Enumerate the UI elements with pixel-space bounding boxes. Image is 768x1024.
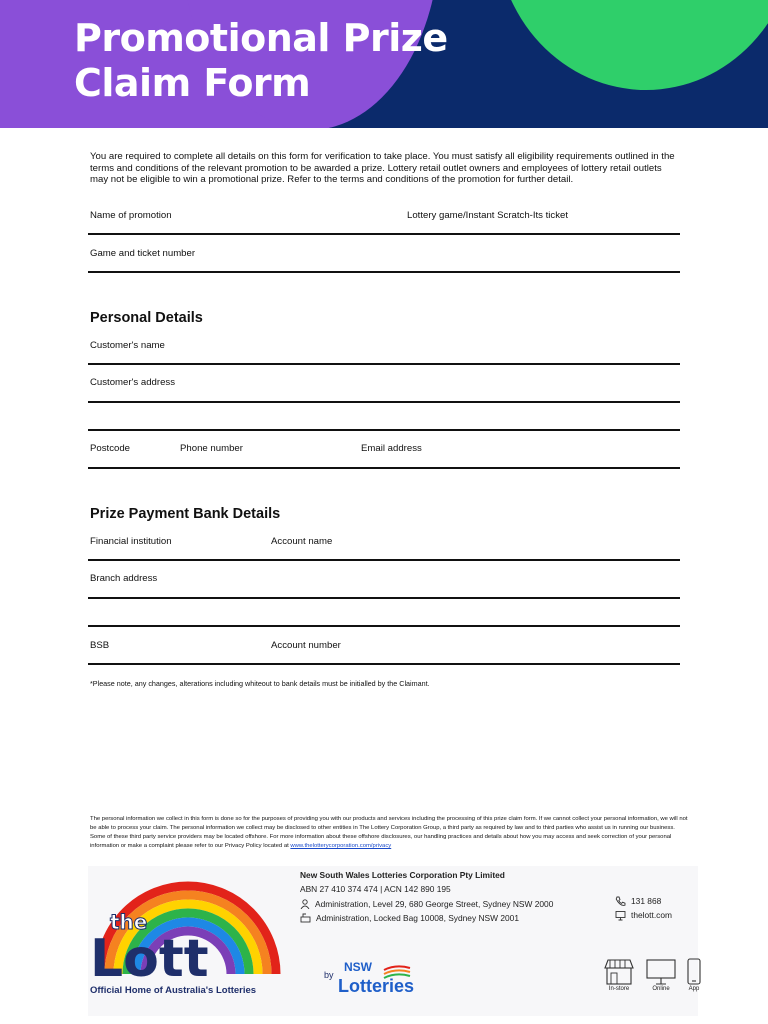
by-text: by	[324, 970, 334, 980]
channel-icons	[602, 958, 702, 992]
account-number-line[interactable]	[88, 663, 680, 665]
phone-text: 131 868	[631, 896, 662, 906]
mailbox-icon	[300, 913, 311, 923]
intro-text: You are required to complete all details on this form for verification to take place. You must satisfy all eligibility requirements outlined in the terms and conditions of the relevant promotion to be awarded a prize. Lottery retail outlet owners and employees of lottery retail outlets may not be eligible to win a promotional prize. Refer to the terms and conditions of the promotion for further detail.	[90, 151, 675, 186]
privacy-link[interactable]: www.thelotterycorporation.com/privacy	[290, 843, 392, 850]
header-banner	[0, 0, 768, 128]
address-1-text: Administration, Level 29, 680 George Street, Sydney NSW 2000	[315, 898, 554, 909]
lottery-game-label: Lottery game/Instant Scratch-Its ticket	[407, 210, 569, 221]
the-lott-logo	[88, 874, 288, 1002]
customer-address-line-2[interactable]	[88, 429, 680, 431]
customer-name-label: Customer's name	[90, 340, 165, 351]
nsw-text: NSW	[344, 960, 372, 974]
privacy-text: The personal information we collect in this form is done so for the purposes of providing you with our products and services including the processing of this prize claim form. If we cannot collect your personal information, we will not be able to process your claim. The personal information we collect may be disclosed to other entities in The Lottery Corporation Group, a third party as required by law and to third parties who assist us in running our business. Some of these third party service providers may be located offshore. For more information about these offshore disclosures, our handling practices and details about how you may access and seek correction of your personal information or make a complaint please refer to our Privacy Policy located at	[90, 816, 688, 850]
header-green-circle	[496, 0, 768, 90]
org-name: New South Wales Lotteries Corporation Pty Limited	[300, 870, 505, 880]
contact-details	[615, 894, 672, 923]
instore-label: In-store	[608, 986, 630, 992]
phone-icon	[615, 896, 626, 907]
website-line	[615, 908, 672, 922]
game-ticket-label: Game and ticket number	[90, 248, 196, 259]
branch-address-line-2[interactable]	[88, 625, 680, 627]
bank-details-heading: Prize Payment Bank Details	[90, 506, 281, 522]
address-2-text: Administration, Locked Bag 10008, Sydney NSW 2001	[316, 913, 519, 924]
store-icon	[602, 958, 636, 986]
account-name-label: Account name	[271, 536, 333, 547]
mobile-phone-icon	[686, 958, 702, 986]
lotteries-text: Lotteries	[338, 976, 415, 996]
institution-line[interactable]	[88, 559, 680, 561]
nsw-lotteries-logo	[324, 958, 424, 998]
branch-address-label: Branch address	[90, 573, 158, 584]
channel-online	[644, 958, 678, 992]
logo-tagline: Official Home of Australia's Lotteries	[90, 985, 257, 996]
privacy-statement	[90, 815, 690, 851]
organisation-details	[300, 868, 553, 926]
online-label: Online	[652, 986, 670, 992]
financial-institution-label: Financial institution	[90, 536, 172, 547]
address-line-2	[300, 911, 553, 925]
email-address-label: Email address	[361, 443, 422, 454]
phone-line	[615, 894, 672, 908]
branch-address-line-1[interactable]	[88, 597, 680, 599]
person-icon	[300, 899, 310, 909]
address-line-1	[300, 897, 553, 911]
name-of-promotion-label: Name of promotion	[90, 210, 172, 221]
customer-address-line-1[interactable]	[88, 401, 680, 403]
page-title	[74, 16, 448, 106]
app-label: App	[688, 986, 700, 992]
logo-the-word: the	[110, 910, 148, 934]
channel-app	[686, 958, 702, 992]
whiteout-note: *Please note, any changes, alterations including whiteout to bank details must be initialled by the Claimant.	[90, 679, 430, 688]
customer-name-line[interactable]	[88, 363, 680, 365]
abn-acn: ABN 27 410 374 474 | ACN 142 890 195	[300, 884, 451, 895]
customer-address-label: Customer's address	[90, 377, 176, 388]
channel-instore	[602, 958, 636, 992]
contact-line[interactable]	[88, 467, 680, 469]
website-text[interactable]: thelott.com	[631, 910, 672, 921]
logo-lott-word: Lott	[90, 929, 209, 989]
title-line-1: Promotional Prize	[74, 16, 448, 60]
ticket-line[interactable]	[88, 271, 680, 273]
phone-number-label: Phone number	[180, 443, 243, 454]
personal-details-heading: Personal Details	[90, 310, 203, 326]
bsb-label: BSB	[90, 640, 110, 651]
title-line-2: Claim Form	[74, 61, 311, 105]
account-number-label: Account number	[271, 640, 341, 651]
monitor-icon	[615, 910, 626, 921]
postcode-label: Postcode	[90, 443, 131, 454]
promotion-line[interactable]	[88, 233, 680, 235]
computer-icon	[644, 958, 678, 986]
